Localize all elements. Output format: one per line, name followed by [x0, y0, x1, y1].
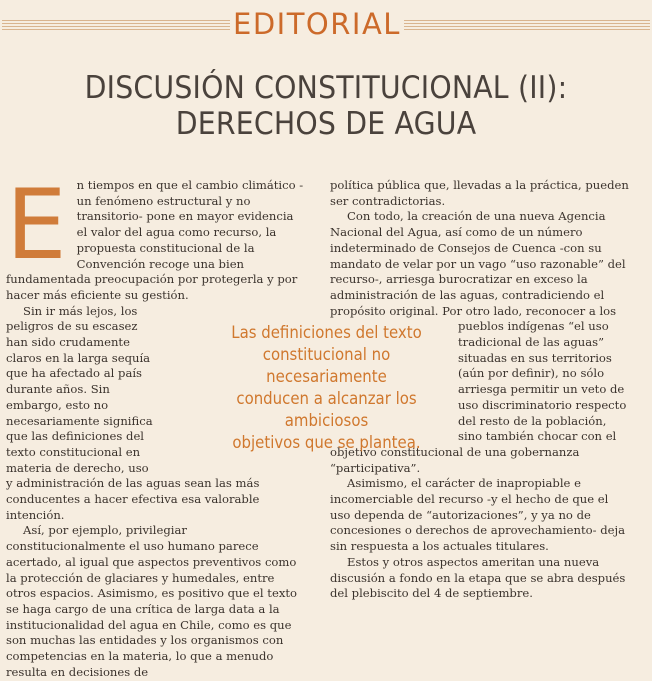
section-label: EDITORIAL — [233, 7, 401, 41]
paragraph: Asimismo, el carácter de inapropiable e incomerciable del recurso -y el hecho de que el uso dependa de “autorizaciones”, y ya no de concesiones o derechos de aprovechamiento- deja sin respuesta a los actuales titulares. — [330, 476, 625, 554]
paragraph: política pública que, llevadas a la práctica, pueden ser contradictorias. — [330, 178, 629, 208]
header-rule-right — [404, 18, 650, 30]
pullquote-line: conducen a alcanzar los ambiciosos — [236, 389, 417, 430]
pullquote-line: Las definiciones del texto — [231, 323, 422, 342]
paragraph: Estos y otros aspectos ameritan una nueva discusión a fondo en la etapa que se abra después del plebiscito del 4 de septiembre. — [330, 554, 626, 601]
pullquote-line: constitucional no necesariamente — [262, 345, 391, 386]
headline-line-1: DISCUSIÓN CONSTITUCIONAL (II): — [84, 70, 568, 106]
header-rule-left — [2, 18, 230, 30]
section-header — [0, 4, 652, 44]
paragraph: Sin ir más lejos, los peligros de su escasez han sido crudamente claros en la larga sequía que ha afectado al país durante años. Sin embargo, esto no necesariamente significa que las definiciones del texto constitucional en materia de derecho, uso y administración de las aguas sean las más conducentes a hacer efectiva esa valorable intención. — [6, 303, 260, 522]
headline — [0, 70, 652, 142]
paragraph: Con todo, la creación de una nueva Agencia Nacional del Agua, así como de un número indeterminado de Consejos de Cuenca -con su mandato de velar por un vago “uso razonable” del recurso-, arriesga burocratizar en exceso la administración de las aguas, contradiciendo el propósito original. Por otro lado, reconocer a los pueblos indígenas “el uso tradicional de las aguas” situadas en sus territorios (aún por definir), no sólo arriesga permitir un veto de uso discriminatorio respecto del resto de la población, sino también chocar con el objetivo constitucional de una gobernanza “participativa”. — [330, 209, 627, 475]
pullquote — [204, 322, 449, 454]
paragraph-continuation: los pueblos indígenas “el uso tradicional de las aguas” situadas en sus territorios (aún por definir), no sólo arriesga permitir un veto de uso discriminatorio respecto del resto de la población, sino también chocar con el objetivo constitucional de una gobernanza “participativa”. — [330, 303, 627, 475]
headline-line-2: DERECHOS DE AGUA — [175, 106, 477, 142]
paragraph: n tiempos en que el cambio climático -un fenómeno estructural y no transitorio- pone en mayor evidencia el valor del agua como recurso, la propuesta constitucional de la Convención recoge una bien fundamentada preocupación por protegerla y por hacer más eficiente su gestión. — [6, 178, 304, 302]
drop-cap: E — [6, 169, 67, 281]
paragraph: Así, por ejemplo, privilegiar constitucionalmente el uso humano parece acertado, al igual que aspectos preventivos como la protección de glaciares y humedales, entre otros espacios. Asimismo, es positivo que el texto se haga cargo de una crítica de larga data a la institucionalidad del agua en Chile, como es que son muchas las entidades y los organismos con competencias en la materia, lo que a menudo resulta en decisiones de — [6, 523, 297, 679]
pullquote-line: objetivos que se plantea. — [232, 433, 421, 452]
